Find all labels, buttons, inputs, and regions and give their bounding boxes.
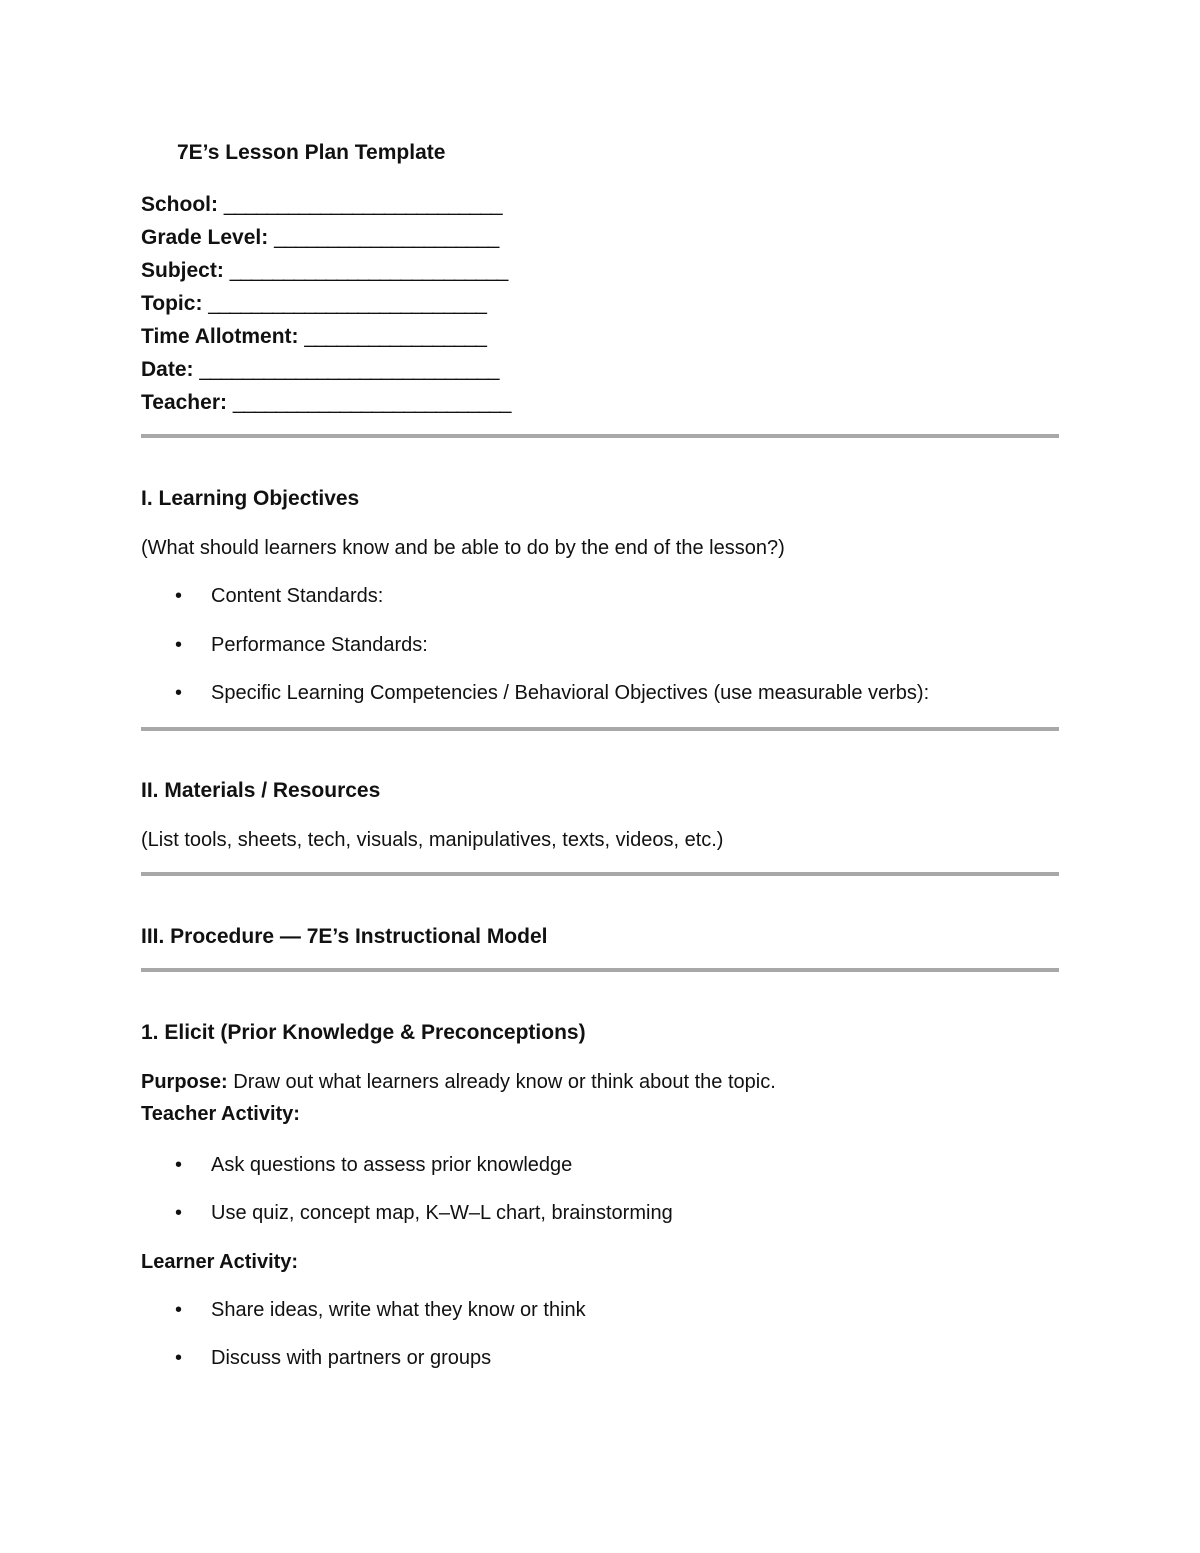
bullet-icon: • xyxy=(175,585,183,607)
list-item-text: Use quiz, concept map, K–W–L chart, brainstorming xyxy=(211,1202,673,1224)
horizontal-rule xyxy=(141,968,1059,972)
section-heading-procedure: III. Procedure — 7E’s Instructional Model xyxy=(141,925,548,948)
teacher-activity-label-text: Teacher Activity: xyxy=(141,1103,300,1125)
purpose-text: Draw out what learners already know or think about the topic. xyxy=(227,1071,776,1093)
bullet-icon: • xyxy=(175,634,183,656)
info-blank: _________________ xyxy=(304,325,486,348)
info-field-grade-level xyxy=(141,224,511,257)
list-item-text: Ask questions to assess prior knowledge xyxy=(211,1154,573,1176)
info-label: Subject: xyxy=(141,259,224,282)
teacher-activity-label xyxy=(141,1103,300,1126)
info-blank: ____________________________ xyxy=(199,358,499,381)
info-blank: __________________________ xyxy=(208,292,486,315)
info-field-school xyxy=(141,191,511,224)
bullet-icon: • xyxy=(175,682,183,704)
info-blank: _____________________ xyxy=(274,226,499,249)
info-field-subject xyxy=(141,257,511,290)
info-label: Teacher: xyxy=(141,391,227,414)
info-blank: __________________________ xyxy=(229,259,508,282)
section-intro: (What should learners know and be able to do by the end of the lesson?) xyxy=(141,537,785,559)
horizontal-rule xyxy=(141,434,1059,438)
section-heading-learning-objectives: I. Learning Objectives xyxy=(141,487,360,510)
horizontal-rule xyxy=(141,727,1059,731)
info-field-topic xyxy=(141,290,511,323)
info-label: Date: xyxy=(141,358,194,381)
info-field-teacher xyxy=(141,389,511,422)
list-item-text: Discuss with partners or groups xyxy=(211,1347,492,1369)
list-item-text: Content Standards: xyxy=(211,585,384,607)
info-label: Topic: xyxy=(141,292,203,315)
info-fields xyxy=(141,191,511,422)
bullet-icon: • xyxy=(175,1299,183,1321)
purpose-line xyxy=(141,1071,776,1094)
list-item-text: Share ideas, write what they know or think xyxy=(211,1299,586,1321)
section-heading-materials: II. Materials / Resources xyxy=(141,779,381,802)
learner-activity-label xyxy=(141,1251,298,1274)
list-item-text: Specific Learning Competencies / Behavioral Objectives (use measurable verbs): xyxy=(211,682,930,704)
info-field-date xyxy=(141,356,511,389)
document-title: 7E’s Lesson Plan Template xyxy=(177,141,446,164)
purpose-label: Purpose: xyxy=(141,1071,228,1093)
info-blank: __________________________ xyxy=(232,391,511,414)
info-label: Time Allotment: xyxy=(141,325,299,348)
info-blank: __________________________ xyxy=(223,193,502,216)
bullet-icon: • xyxy=(175,1347,183,1369)
subsection-heading-elicit: 1. Elicit (Prior Knowledge & Preconceptions) xyxy=(141,1021,586,1044)
info-label: Grade Level: xyxy=(141,226,269,249)
list-item-text: Performance Standards: xyxy=(211,634,428,656)
info-field-time-allotment xyxy=(141,323,511,356)
info-label: School: xyxy=(141,193,218,216)
horizontal-rule xyxy=(141,872,1059,876)
section-intro: (List tools, sheets, tech, visuals, manipulatives, texts, videos, etc.) xyxy=(141,829,724,851)
bullet-icon: • xyxy=(175,1202,183,1224)
learner-activity-label-text: Learner Activity: xyxy=(141,1251,299,1273)
bullet-icon: • xyxy=(175,1154,183,1176)
